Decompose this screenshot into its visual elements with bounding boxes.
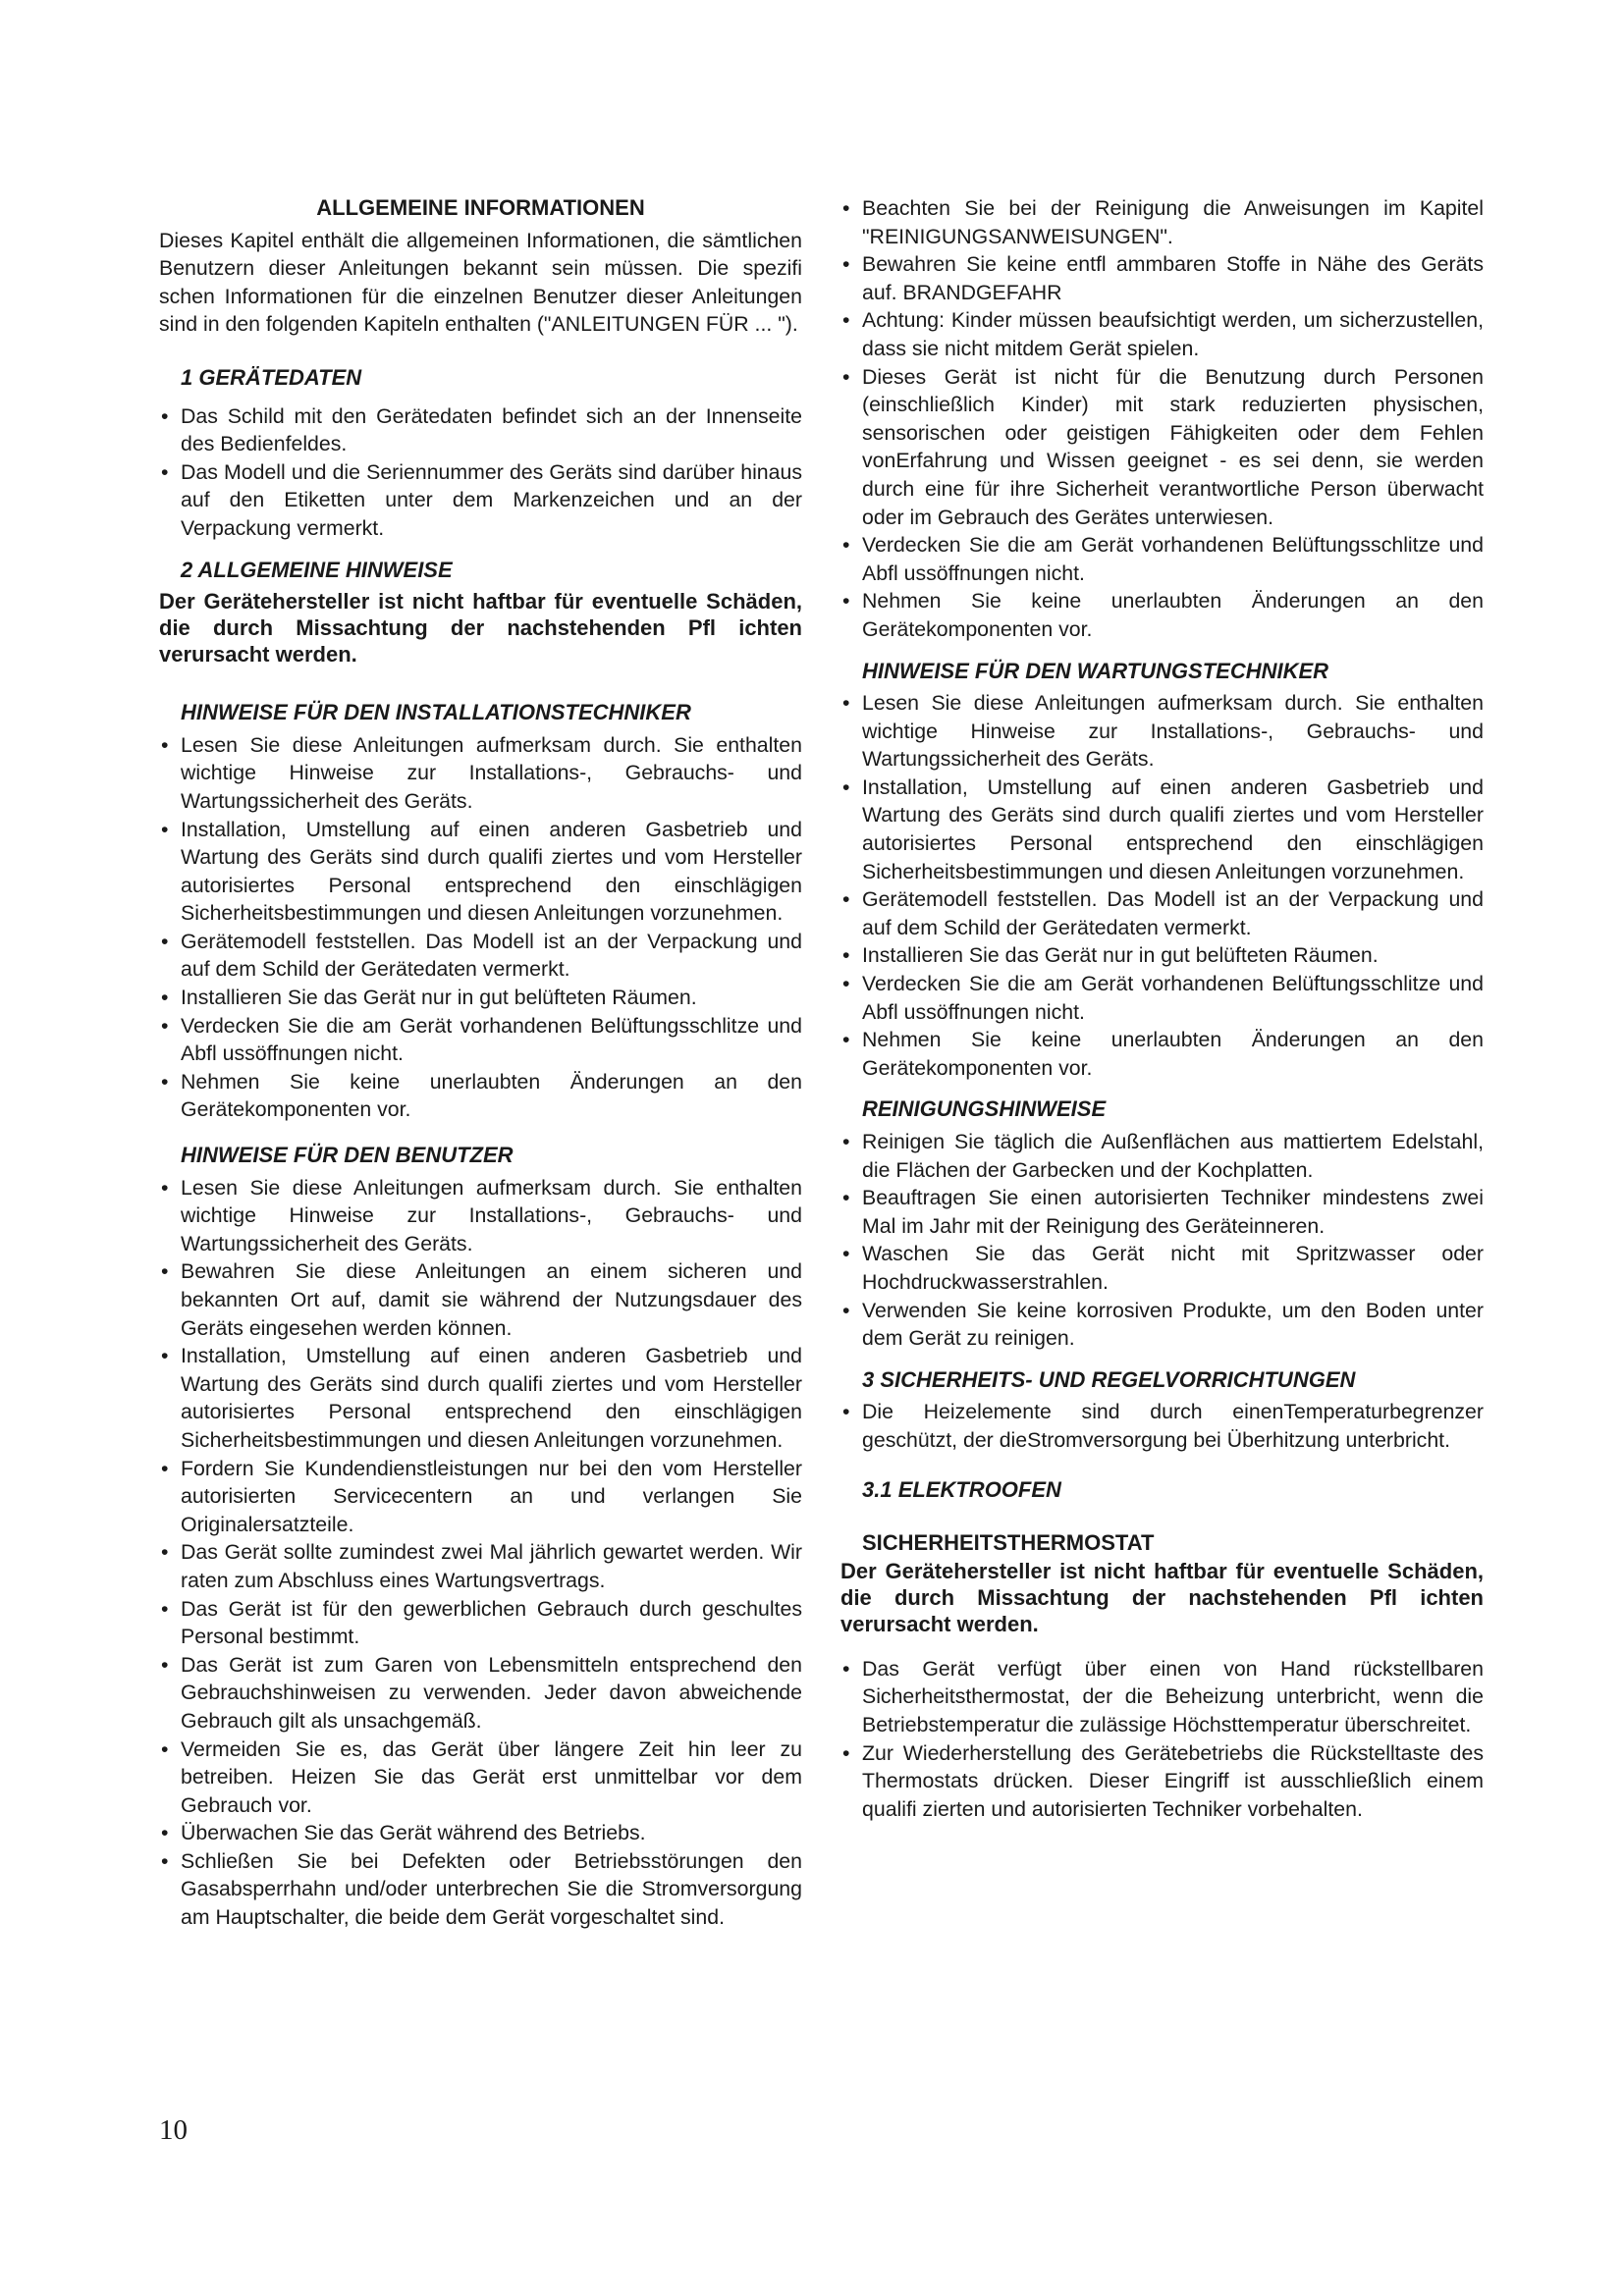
maintenance-notes-heading: HINWEISE FÜR DEN WARTUNGSTECHNIKER [862,658,1329,683]
installer-notes-heading: HINWEISE FÜR DEN INSTALLATIONSTECHNIKER [181,700,691,725]
list-item: • Schließen Sie bei Defekten oder Betriebsstörungen den Gasabsperrhahn und/oder unterbrechen Sie die Stromversorgung am Hauptschalter, die beide dem Gerät vorgeschaltet sind. [159,1847,802,1932]
installer-notes-list [159,731,802,1124]
section-3-heading: 3 SICHERHEITS- UND REGELVORRICHTUNGEN [862,1366,1356,1392]
list-item: • Installation, Umstellung auf einen anderen Gasbetrieb und Wartung des Geräts sind durch qualifi ziertes und vom Hersteller autorisiertes Personal entsprechend den einschlägigen Sicherheitsbestimmungen und diesen Anleitungen vorzunehmen. [159,816,802,928]
list-item: • Beauftragen Sie einen autorisierten Techniker mindestens zwei Mal im Jahr mit der Reinigung des Geräteinneren. [840,1184,1484,1240]
section-1-heading: 1 GERÄTEDATEN [181,364,362,390]
list-item: • Achtung: Kinder müssen beaufsichtigt werden, um sicherzustellen, dass sie nicht mitdem Gerät spielen. [840,306,1484,362]
user-notes-list [159,1174,802,1932]
general-notes-list [840,194,1484,644]
liability-warning: Der Gerätehersteller ist nicht haftbar für eventuelle Schäden, die durch Missachtung der nachstehenden Pfl ichten verursacht werden. [159,589,802,667]
list-item: • Verwenden Sie keine korrosiven Produkte, um den Boden unter dem Gerät zu reinigen. [840,1297,1484,1353]
list-item: • Überwachen Sie das Gerät während des Betriebs. [159,1819,802,1847]
list-item: • Gerätemodell feststellen. Das Modell ist an der Verpackung und auf dem Schild der Gerätedaten vermerkt. [840,885,1484,941]
list-item: • Installation, Umstellung auf einen anderen Gasbetrieb und Wartung des Geräts sind durch qualifi ziertes und vom Hersteller autorisiertes Personal entsprechend den einschlägigen Sicherheitsbestimmungen und diesen Anleitungen vorzunehmen. [840,774,1484,885]
maintenance-notes-list [840,689,1484,1082]
list-item: • Bewahren Sie keine entfl ammbaren Stoffe in Nähe des Geräts auf. BRANDGEFAHR [840,250,1484,306]
page-title: ALLGEMEINE INFORMATIONEN [316,195,645,220]
page-number: 10 [159,2114,188,2146]
list-item: • Lesen Sie diese Anleitungen aufmerksam durch. Sie enthalten wichtige Hinweise zur Installations-, Gebrauchs- und Wartungssicherheit des Geräts. [159,1174,802,1258]
list-item: • Das Gerät ist zum Garen von Lebensmitteln entsprechend den Gebrauchshinweisen zu verwenden. Jeder davon abweichende Gebrauch gilt als unsachgemäß. [159,1651,802,1735]
list-item: • Installieren Sie das Gerät nur in gut belüfteten Räumen. [159,984,802,1012]
thermostat-liability-warning: Der Gerätehersteller ist nicht haftbar für eventuelle Schäden, die durch Missachtung der nachstehenden Pfl ichten verursacht werden. [840,1558,1484,1636]
safety-devices-list [840,1398,1484,1454]
left-column [159,194,802,1932]
list-item: • Bewahren Sie diese Anleitungen an einem sicheren und bekannten Ort auf, damit sie während der Nutzungsdauer des Geräts eingesehen werden können. [159,1257,802,1342]
thermostat-heading: SICHERHEITSTHERMOSTAT [862,1530,1155,1556]
list-item: • Nehmen Sie keine unerlaubten Änderungen an den Gerätekomponenten vor. [159,1068,802,1124]
list-item: • Lesen Sie diese Anleitungen aufmerksam durch. Sie enthalten wichtige Hinweise zur Installations-, Gebrauchs- und Wartungssicherheit des Geräts. [840,689,1484,774]
list-item: • Gerätemodell feststellen. Das Modell ist an der Verpackung und auf dem Schild der Gerätedaten vermerkt. [159,928,802,984]
device-data-list [159,402,802,543]
list-item: • Dieses Gerät ist nicht für die Benutzung durch Personen (einschließlich Kinder) mit stark reduzierten physischen, sensorischen oder geistigen Fähigkeiten oder dem Fehlen vonErfahrung und Wissen geeignet - es sei denn, sie werden durch eine für ihre Sicherheit verantwortliche Person überwacht oder im Gebrauch des Gerätes unterwiesen. [840,363,1484,532]
intro-paragraph: Dieses Kapitel enthält die allgemeinen Informationen, die sämtlichen Benutzern dieser Anleitungen bekannt sein müssen. Die spezifi schen Informationen für die einzelnen Benutzer dieser Anleitungen sind in den folgenden Kapiteln enthalten ("ANLEITUNGEN FÜR ... "). [159,228,802,337]
list-item: • Lesen Sie diese Anleitungen aufmerksam durch. Sie enthalten wichtige Hinweise zur Installations-, Gebrauchs- und Wartungssicherheit des Geräts. [159,731,802,816]
right-column [840,194,1484,1823]
cleaning-notes-list [840,1128,1484,1353]
user-notes-heading: HINWEISE FÜR DEN BENUTZER [181,1143,514,1168]
list-item: • Beachten Sie bei der Reinigung die Anweisungen im Kapitel "REINIGUNGSANWEISUNGEN". [840,194,1484,250]
thermostat-notes-list [840,1655,1484,1824]
cleaning-notes-heading: REINIGUNGSHINWEISE [862,1096,1107,1122]
list-item: • Verdecken Sie die am Gerät vorhandenen Belüftungsschlitze und Abfl ussöffnungen nicht. [840,531,1484,587]
list-item: • Verdecken Sie die am Gerät vorhandenen Belüftungsschlitze und Abfl ussöffnungen nicht. [840,970,1484,1026]
list-item: • Waschen Sie das Gerät nicht mit Spritzwasser oder Hochdruckwasserstrahlen. [840,1240,1484,1296]
list-item: • Das Gerät ist für den gewerblichen Gebrauch durch geschultes Personal bestimmt. [159,1595,802,1651]
list-item: • Zur Wiederherstellung des Gerätebetriebs die Rückstelltaste des Thermostats drücken. Dieser Eingriff ist ausschließlich einem qualifi zierten und autorisierten Techniker vorbehalten. [840,1739,1484,1824]
list-item: • Das Schild mit den Gerätedaten befindet sich an der Innenseite des Bedienfeldes. [159,402,802,458]
list-item: • Nehmen Sie keine unerlaubten Änderungen an den Gerätekomponenten vor. [840,587,1484,643]
list-item: • Fordern Sie Kundendienstleistungen nur bei den vom Hersteller autorisierten Servicecentern an und verlangen Sie Originalersatzteile. [159,1455,802,1539]
section-3-1-heading: 3.1 ELEKTROOFEN [862,1476,1061,1502]
list-item: • Die Heizelemente sind durch einenTemperaturbegrenzer geschützt, der dieStromversorgung bei Überhitzung unterbricht. [840,1398,1484,1454]
list-item: • Reinigen Sie täglich die Außenflächen aus mattiertem Edelstahl, die Flächen der Garbecken und der Kochplatten. [840,1128,1484,1184]
list-item: • Installation, Umstellung auf einen anderen Gasbetrieb und Wartung des Geräts sind durch qualifi ziertes und vom Hersteller autorisiertes Personal entsprechend den einschlägigen Sicherheitsbestimmungen und diesen Anleitungen vorzunehmen. [159,1342,802,1454]
list-item: • Verdecken Sie die am Gerät vorhandenen Belüftungsschlitze und Abfl ussöffnungen nicht. [159,1012,802,1068]
list-item: • Das Modell und die Seriennummer des Geräts sind darüber hinaus auf den Etiketten unter dem Markenzeichen und an der Verpackung vermerkt. [159,458,802,543]
list-item: • Vermeiden Sie es, das Gerät über längere Zeit hin leer zu betreiben. Heizen Sie das Gerät erst unmittelbar vor dem Gebrauch vor. [159,1735,802,1820]
section-2-heading: 2 ALLGEMEINE HINWEISE [181,557,453,582]
list-item: • Das Gerät verfügt über einen von Hand rückstellbaren Sicherheitsthermostat, der die Beheizung unterbricht, wenn die Betriebstemperatur die zulässige Höchsttemperatur überschreitet. [840,1655,1484,1739]
list-item: • Nehmen Sie keine unerlaubten Änderungen an den Gerätekomponenten vor. [840,1026,1484,1082]
list-item: • Das Gerät sollte zumindest zwei Mal jährlich gewartet werden. Wir raten zum Abschluss eines Wartungsvertrags. [159,1538,802,1594]
list-item: • Installieren Sie das Gerät nur in gut belüfteten Räumen. [840,941,1484,970]
